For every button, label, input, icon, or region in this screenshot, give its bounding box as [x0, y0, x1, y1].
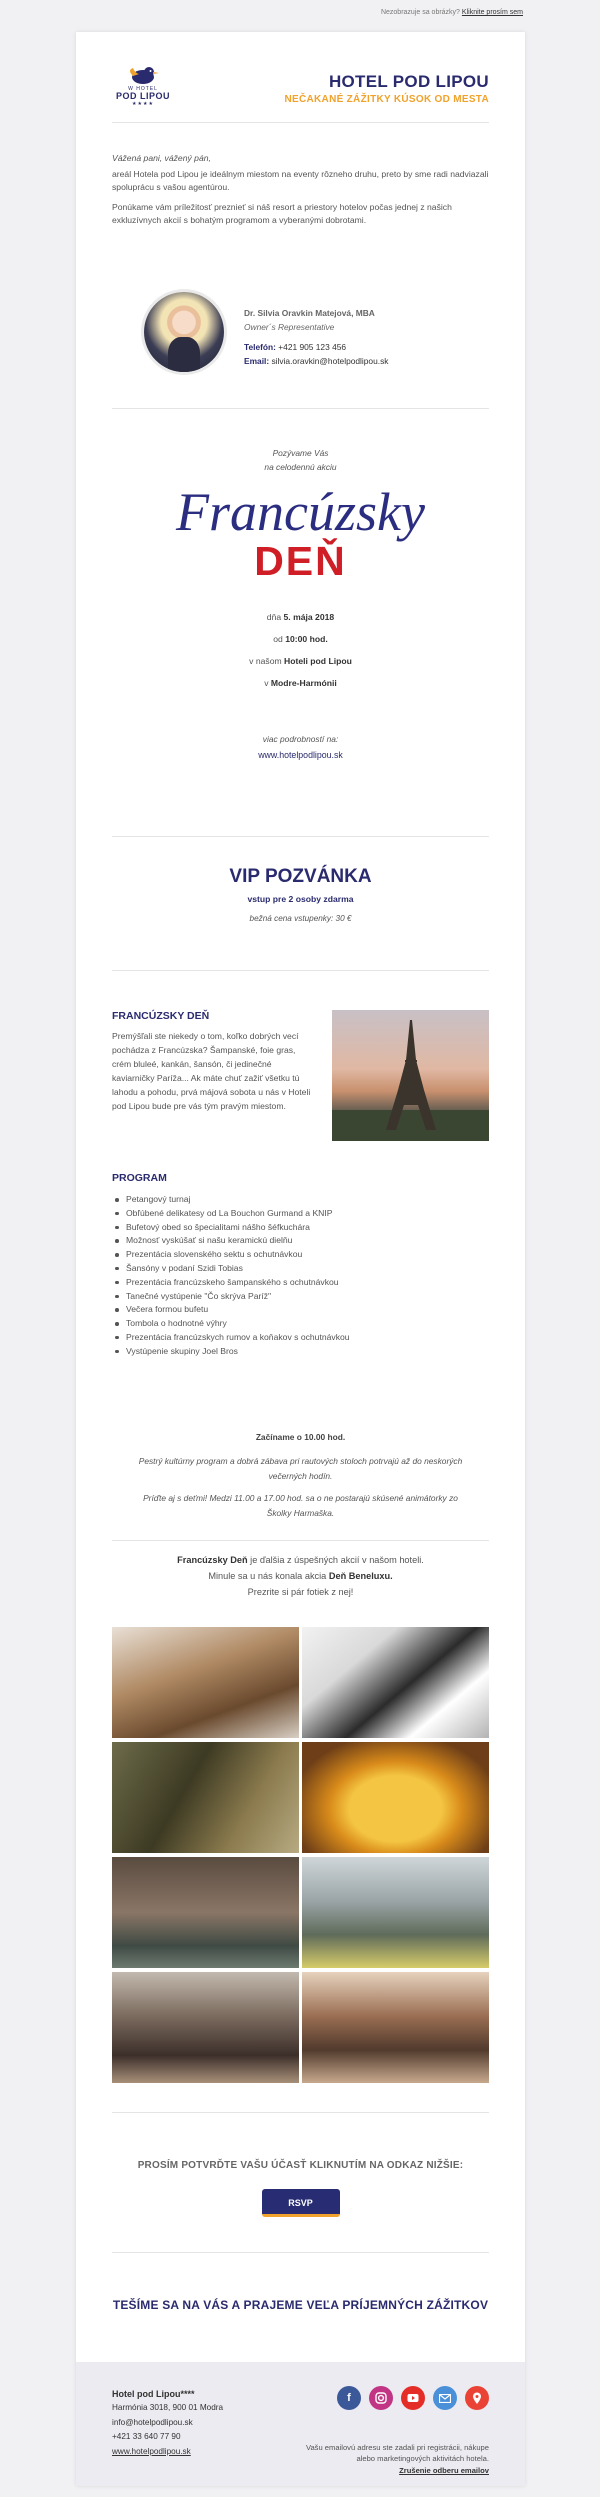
- list-item: Večera formou bufetu: [112, 1303, 525, 1317]
- facebook-icon[interactable]: f: [337, 2386, 361, 2410]
- list-item: Bufetový obed so špecialitami nášho šéfkuchára: [112, 1221, 525, 1235]
- contact-email[interactable]: silvia.oravkin@hotelpodlipou.sk: [271, 356, 389, 366]
- list-item: Obľúbené delikatesy od La Bouchon Gurmand a KNIP: [112, 1207, 525, 1221]
- vip-title: VIP POZVÁNKA: [229, 866, 372, 887]
- list-item: Prezentácia francúzskych rumov a koňakov s ochutnávkou: [112, 1331, 525, 1345]
- rsvp-button[interactable]: RSVP: [262, 2189, 340, 2217]
- footer-website-link[interactable]: www.hotelpodlipou.sk: [112, 2446, 191, 2456]
- instagram-icon[interactable]: [369, 2386, 393, 2410]
- event-title-script: Francúzsky: [176, 482, 425, 542]
- history-line-1: je ďalšia z úspešných akcií v našom hoteli.: [247, 1555, 424, 1565]
- history-previous-event: Deň Beneluxu.: [328, 1571, 393, 1581]
- invite-line-1: Pozývame Vás: [272, 448, 329, 458]
- vip-subtitle: vstup pre 2 osoby zdarma: [247, 894, 354, 904]
- representative-photo: [144, 292, 224, 372]
- list-item: Vystúpenie skupiny Joel Bros: [112, 1345, 525, 1359]
- french-day-text: Premýšľali ste niekedy o tom, koľko dobrých vecí pochádza z Francúzska? Šampanské, foie gras, crém bluleé, kankán, šansón, či jedinečné kaviarničky Paríža... Ak máte chuť zažiť všetku tú lahodu a pohodu, prvá májová sobota u nás v Hoteli pod Lipou bude pre vás tým pravým miestom.: [112, 1031, 311, 1111]
- event-section: [76, 446, 525, 760]
- contact-phone[interactable]: +421 905 123 456: [278, 342, 347, 352]
- list-item: Petangový turnaj: [112, 1193, 525, 1207]
- history-event-name: Francúzsky Deň: [177, 1555, 248, 1565]
- event-date: dňa 5. mája 2018: [266, 612, 335, 622]
- footer-phone[interactable]: +421 33 640 77 90: [112, 2432, 181, 2442]
- hotel-title: HOTEL POD LIPOU: [328, 72, 489, 91]
- contact-name: Dr. Silvia Oravkin Matejová, MBA: [244, 308, 375, 318]
- event-town: v Modre-Harmónii: [264, 678, 337, 688]
- gallery-photo-crowd[interactable]: [112, 1972, 299, 2083]
- logo-line1: W HOTEL: [128, 86, 158, 92]
- unsubscribe-link[interactable]: Zrušenie odberu emailov: [399, 2465, 489, 2475]
- history-line-2: Minule sa u nás konala akcia: [208, 1571, 329, 1581]
- intro-section: [76, 130, 525, 234]
- history-line-3: Prezrite si pár fotiek z nej!: [247, 1587, 354, 1597]
- footer-contact: [112, 2387, 223, 2459]
- divider: [112, 970, 489, 971]
- list-item: Šansóny v podaní Szidi Tobias: [112, 1262, 525, 1276]
- eiffel-tower-image: [332, 1010, 489, 1141]
- footer-note-line-2: alebo marketingových aktivitách hotela.: [356, 2454, 489, 2464]
- gallery-photo-cheese[interactable]: [302, 1742, 489, 1853]
- history-section: [76, 1552, 525, 1600]
- social-links: [337, 2386, 489, 2410]
- intro-paragraph-1: areál Hotela pod Lipou je ideálnym miestom na eventy rôzneho druhu, preto by sme radi nadviazali spoluprácu s vašou agentúrou.: [112, 169, 489, 192]
- start-section: [76, 1432, 525, 1520]
- divider: [112, 1540, 489, 1541]
- divider: [112, 408, 489, 409]
- logo-line2: POD LIPOU: [115, 91, 170, 101]
- divider: [112, 836, 489, 837]
- event-title-red: DEŇ: [254, 538, 347, 584]
- list-item: Tanečné vystúpenie "Čo skrýva Paríž": [112, 1290, 525, 1304]
- list-item: Prezentácia slovenského sektu s ochutnávkou: [112, 1248, 525, 1262]
- youtube-icon[interactable]: [401, 2386, 425, 2410]
- phone-label: Telefón:: [244, 342, 276, 352]
- list-item: Tombola o hodnotné výhry: [112, 1317, 525, 1331]
- email-icon[interactable]: [433, 2386, 457, 2410]
- contact-info: [244, 306, 388, 368]
- footer-email[interactable]: info@hotelpodlipou.sk: [112, 2417, 193, 2427]
- vip-section: [76, 866, 525, 923]
- program-list: [76, 1184, 525, 1359]
- email-footer: [76, 2362, 525, 2486]
- images-notice-text: Nezobrazuje sa obrázky?: [380, 9, 460, 16]
- greeting: Vážená pani, vážený pán,: [112, 153, 211, 163]
- program-section: [76, 1172, 525, 1359]
- bird-logo-icon: [125, 64, 161, 86]
- vip-price: bežná cena vstupenky: 30 €: [249, 914, 352, 923]
- french-day-heading: FRANCÚZSKY DEŇ: [112, 1010, 210, 1022]
- footer-hotel-name: Hotel pod Lipou****: [112, 2389, 195, 2399]
- location-icon[interactable]: [465, 2386, 489, 2410]
- invite-line-2: na celodennú akciu: [264, 462, 337, 472]
- view-in-browser-link[interactable]: Kliknite prosím sem: [461, 9, 523, 16]
- hotel-logo[interactable]: [112, 64, 174, 112]
- gallery-photo-hall[interactable]: [302, 1972, 489, 2083]
- divider: [112, 122, 489, 123]
- contact-card: [76, 264, 525, 374]
- gallery-photo-beer-bottles[interactable]: [112, 1742, 299, 1853]
- list-item: Možnosť vyskúšať si našu keramickú dielňu: [112, 1234, 525, 1248]
- rsvp-section: [76, 2160, 525, 2217]
- event-time: od 10:00 hod.: [273, 634, 328, 644]
- start-paragraph-1: Pestrý kultúrny program a dobrá zábava pri rautových stoloch potrvajú až do neskorých večerných hodín.: [138, 1456, 463, 1481]
- email-label: Email:: [244, 356, 270, 366]
- gallery-photo-chocolates[interactable]: [112, 1627, 299, 1738]
- footer-note-line-1: Vašu emailovú adresu ste zadali pri registrácii, nákupe: [305, 2443, 489, 2452]
- gallery-photo-champagne[interactable]: [302, 1857, 489, 1968]
- divider: [112, 2112, 489, 2113]
- footer-address: Harmónia 3018, 900 01 Modra: [112, 2403, 224, 2413]
- contact-role: Owner´s Representative: [244, 322, 335, 332]
- divider: [112, 2252, 489, 2253]
- list-item: Prezentácia francúzskeho šampanského s ochutnávkou: [112, 1276, 525, 1290]
- gallery-photo-pottery[interactable]: [112, 1857, 299, 1968]
- rsvp-question: PROSÍM POTVRĎTE VAŠU ÚČASŤ KLIKNUTÍM NA ODKAZ NIŽŠIE:: [137, 2160, 464, 2171]
- start-time: Začíname o 10.00 hod.: [255, 1432, 346, 1442]
- event-place: v našom Hoteli pod Lipou: [249, 656, 352, 666]
- closing-message: TEŠÍME SA NA VÁS A PRAJEME VEĽA PRÍJEMNÝCH ZÁŽITKOV: [112, 2298, 489, 2312]
- email-container: [76, 32, 525, 2486]
- gallery-photo-chef[interactable]: [302, 1627, 489, 1738]
- more-info-label: viac podrobností na:: [262, 734, 339, 744]
- hotel-tagline: NEČAKANÉ ZÁŽITKY KÚSOK OD MESTA: [284, 94, 489, 105]
- logo-stars: ★★★★: [132, 101, 154, 107]
- top-notice: [0, 0, 600, 32]
- footer-note: [306, 2442, 489, 2476]
- intro-paragraph-2: Ponúkame vám príležitosť preznieť si náš resort a priestory hotelov počas jednej z našich exkluzívnych akcií s bohatým programom a vyberanými dobrotami.: [112, 202, 452, 225]
- email-header: [76, 32, 525, 122]
- program-heading: PROGRAM: [112, 1172, 167, 1184]
- french-day-section: [76, 1010, 525, 1170]
- start-paragraph-2: Príďte aj s deťmi! Medzi 11.00 a 17.00 hod. sa o ne postarajú skúsené animátorky zo Školky Harmaška.: [143, 1493, 458, 1518]
- event-website-link[interactable]: www.hotelpodlipou.sk: [258, 750, 343, 760]
